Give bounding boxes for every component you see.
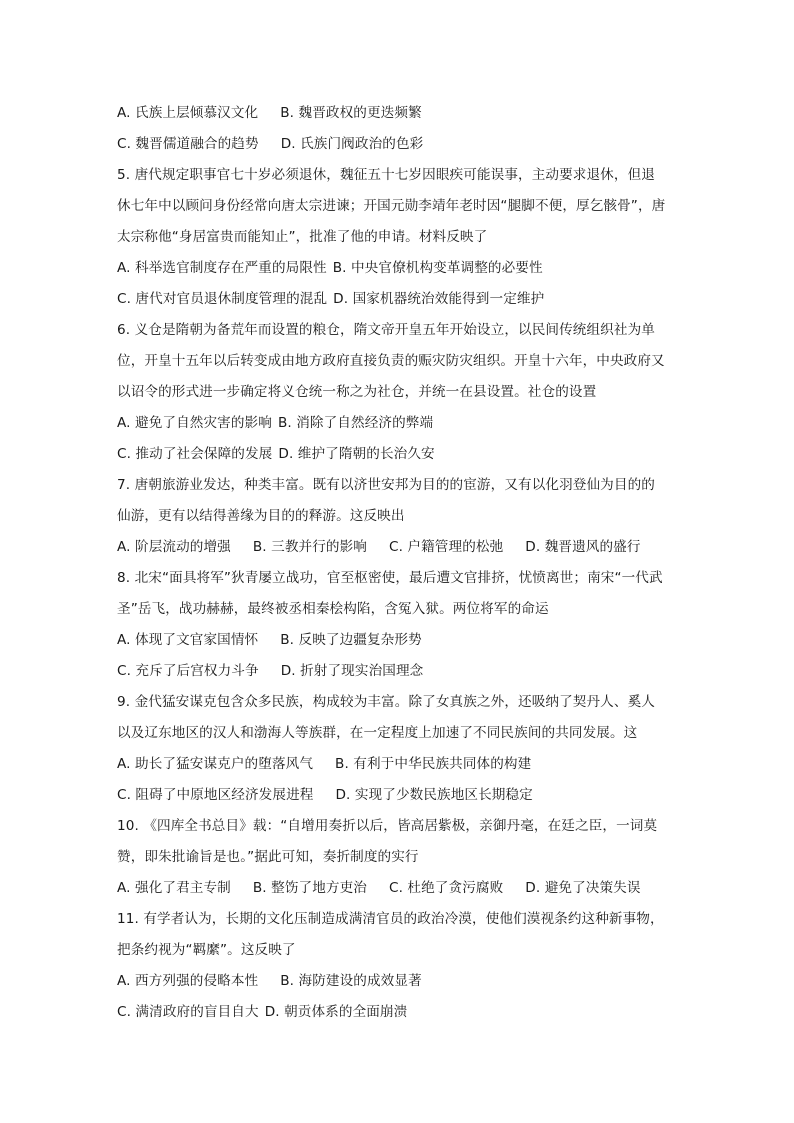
- text-line: 9. 金代猛安谋克包含众多民族，构成较为丰富。除了女真族之外，还吸纳了契丹人、奚人: [117, 694, 655, 710]
- text-line: 10. 《四库全书总目》载：“自增用奏折以后，皆高居紫极，亲御丹毫，在廷之臣，一词莫: [117, 818, 658, 834]
- answer-option: B. 消除了自然经济的弊端: [277, 415, 434, 431]
- text-line: 5. 唐代规定职事官七十岁必须退休，魏征五十七岁因眼疾可能误事，主动要求退休，但退: [117, 167, 655, 183]
- text-line: 仙游，更有以结得善缘为目的的释游。这反映出: [117, 508, 405, 524]
- answer-option: D. 氏族门阀政治的色彩: [280, 136, 424, 152]
- answer-option: A. 西方列强的侵略本性: [117, 973, 259, 989]
- answer-option: A. 助长了猛安谋克户的堕落风气: [117, 756, 314, 772]
- options-line: [117, 129, 687, 160]
- answer-option: C. 阻碍了中原地区经济发展进程: [117, 787, 314, 803]
- answer-option: A. 阶层流动的增强: [117, 539, 231, 555]
- answer-option: D. 折射了现实治国理念: [280, 663, 424, 679]
- options-line: [117, 873, 687, 904]
- options-line: [117, 780, 687, 811]
- answer-option: A. 强化了君主专制: [117, 880, 231, 896]
- answer-option: C. 魏晋儒道融合的趋势: [117, 136, 259, 152]
- answer-option: B. 中央官僚机构变革调整的必要性: [332, 260, 543, 276]
- answer-option: C. 充斥了后宫权力斗争: [117, 663, 259, 679]
- options-line: [117, 253, 687, 284]
- answer-option: C. 唐代对官员退休制度管理的混乱: [117, 291, 328, 307]
- answer-option: B. 魏晋政权的更迭频繁: [280, 105, 422, 121]
- options-line: [117, 656, 687, 687]
- text-line: 位，开皇十五年以后转变成由地方政府直接负责的赈灾防灾组织。开皇十六年，中央政府又: [117, 353, 665, 369]
- answer-option: C. 户籍管理的松弛: [388, 539, 504, 555]
- text-line: 太宗称他“身居富贵而能知止”，批准了他的申请。材料反映了: [117, 229, 488, 245]
- answer-option: B. 整饬了地方吏治: [252, 880, 367, 896]
- answer-option: C. 推动了社会保障的发展: [117, 446, 273, 462]
- answer-option: B. 有利于中华民族共同体的构建: [335, 756, 532, 772]
- answer-option: B. 三教并行的影响: [252, 539, 367, 555]
- answer-option: D. 实现了少数民族地区长期稳定: [335, 787, 533, 803]
- text-line: 赞，即朱批谕旨是也。”据此可知，奏折制度的实行: [117, 849, 419, 865]
- options-line: [117, 532, 687, 563]
- answer-option: C. 满清政府的盲目自大: [117, 1004, 259, 1020]
- options-line: [117, 408, 687, 439]
- options-line: [117, 625, 687, 656]
- options-line: [117, 749, 687, 780]
- answer-option: B. 海防建设的成效显著: [280, 973, 422, 989]
- document-body: [117, 98, 687, 1028]
- answer-option: D. 国家机器统治效能得到一定维护: [333, 291, 545, 307]
- answer-option: B. 反映了边疆复杂形势: [280, 632, 422, 648]
- text-line: 以及辽东地区的汉人和渤海人等族群，在一定程度上加速了不同民族间的共同发展。这: [117, 725, 638, 741]
- options-line: [117, 98, 687, 129]
- answer-option: D. 朝贡体系的全面崩溃: [264, 1004, 408, 1020]
- options-line: [117, 966, 687, 997]
- options-line: [117, 997, 687, 1028]
- answer-option: A. 体现了文官家国情怀: [117, 632, 259, 648]
- answer-option: D. 魏晋遗风的盛行: [525, 539, 641, 555]
- text-line: 6. 义仓是隋朝为备荒年而设置的粮仓，隋文帝开皇五年开始设立，以民间传统组织社为单: [117, 322, 655, 338]
- text-line: 休七年中以顾问身份经常向唐太宗进谏；开国元勋李靖年老时因“腿脚不便，厚乞骸骨”，唐: [117, 198, 666, 214]
- text-line: 11. 有学者认为，长期的文化压制造成满清官员的政治冷漠，使他们漠视条约这种新事物，: [117, 911, 664, 927]
- text-line: 8. 北宋“面具将军”狄青屡立战功，官至枢密使，最后遭文官排挤，忧愤离世；南宋“一代武: [117, 570, 663, 586]
- answer-option: C. 杜绝了贪污腐败: [388, 880, 504, 896]
- answer-option: A. 氏族上层倾慕汉文化: [117, 105, 259, 121]
- options-line: [117, 284, 687, 315]
- answer-option: D. 避免了决策失误: [525, 880, 641, 896]
- text-line: 圣”岳飞，战功赫赫，最终被丞相秦桧构陷，含冤入狱。两位将军的命运: [117, 601, 549, 617]
- text-line: 把条约视为“羁縻”。这反映了: [117, 942, 296, 958]
- answer-option: A. 避免了自然灾害的影响: [117, 415, 272, 431]
- options-line: [117, 439, 687, 470]
- text-line: 以诏令的形式进一步确定将义仓统一称之为社仓，并统一在县设置。社仓的设置: [117, 384, 597, 400]
- answer-option: D. 维护了隋朝的长治久安: [278, 446, 435, 462]
- answer-option: A. 科举选官制度存在严重的局限性: [117, 260, 327, 276]
- text-line: 7. 唐朝旅游业发达，种类丰富。既有以济世安邦为目的的宦游，又有以化羽登仙为目的的: [117, 477, 655, 493]
